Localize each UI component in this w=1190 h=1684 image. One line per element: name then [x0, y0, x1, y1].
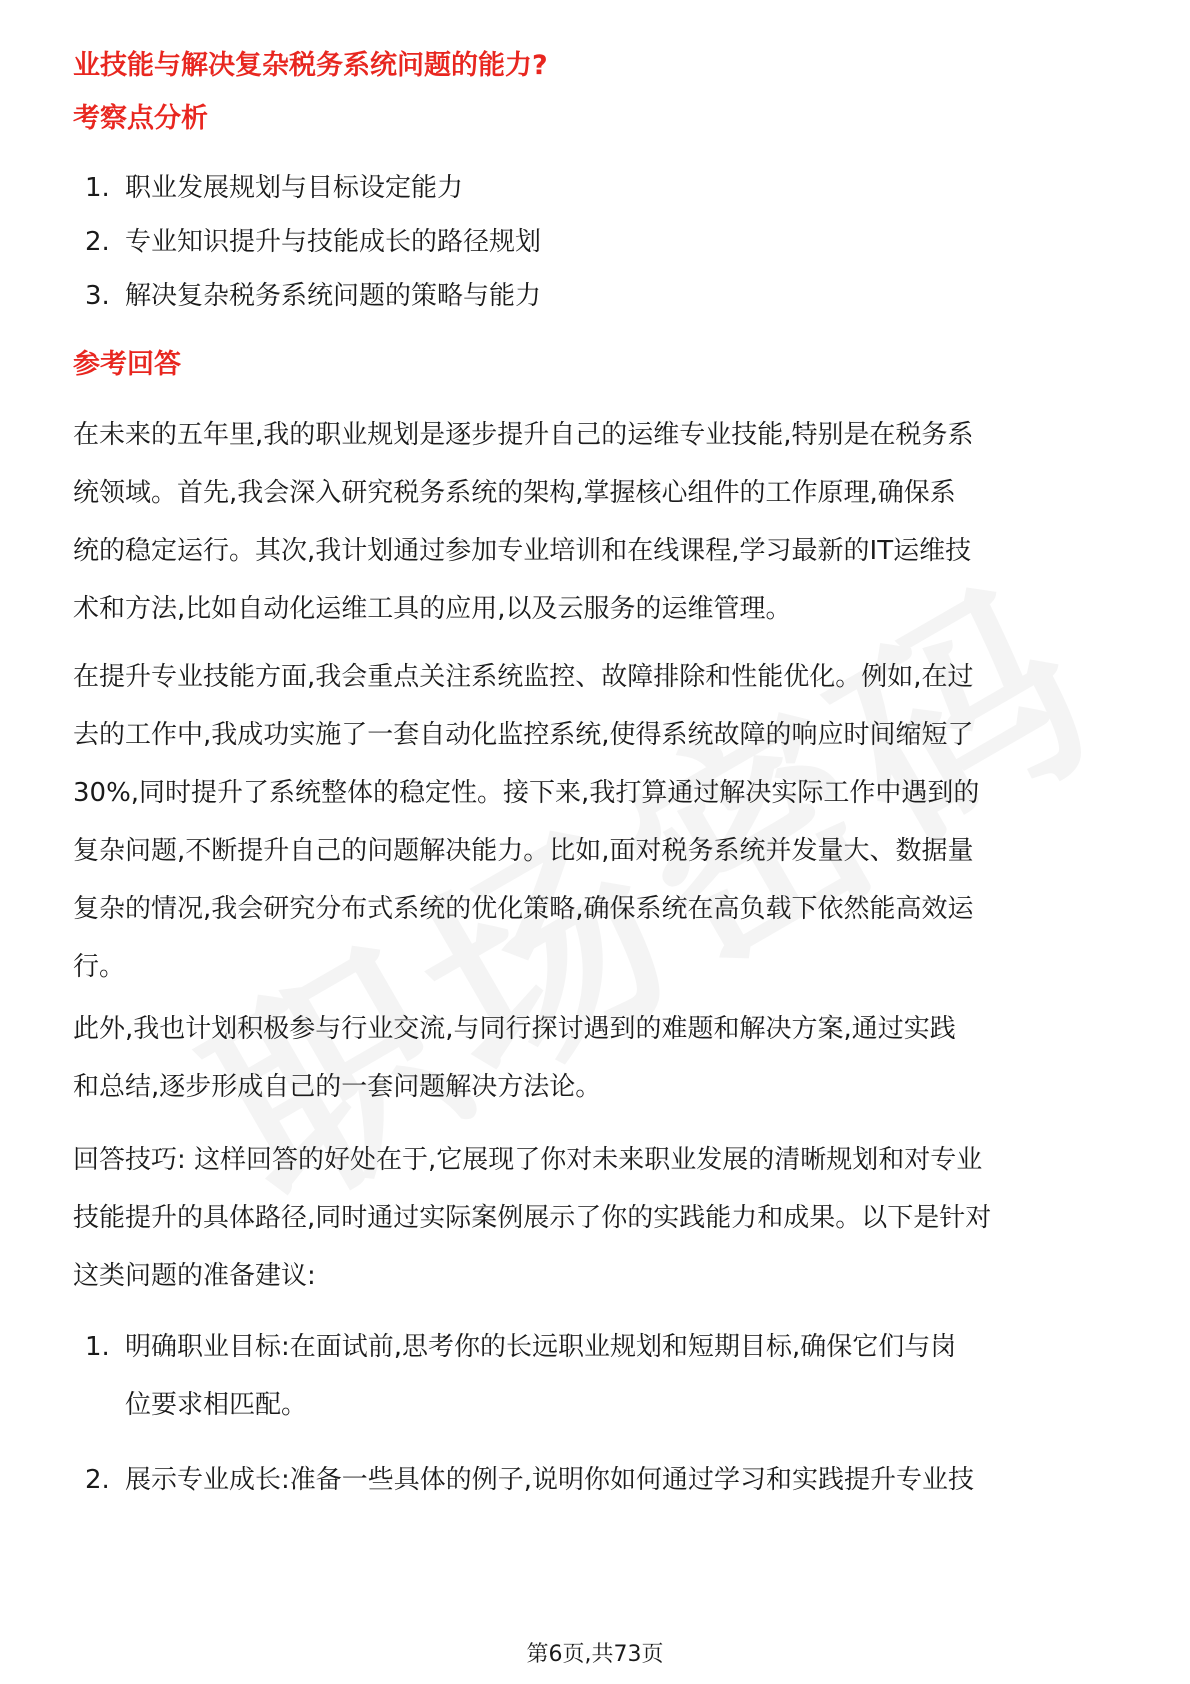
- list-number: 1.: [85, 1332, 110, 1362]
- tip-text: 明确职业目标:在面试前,思考你的长远职业规划和短期目标,确保它们与岗 位要求相匹配。: [125, 1332, 957, 1420]
- list-number: 1.: [85, 173, 110, 203]
- analysis-item: [85, 170, 463, 206]
- tip-item: [85, 1451, 1125, 1509]
- tip-item: [85, 1318, 1125, 1434]
- answer-paragraph: 在未来的五年里,我的职业规划是逐步提升自己的运维专业技能,特别是在税务系 统领域。首先,我会深入研究税务系统的架构,掌握核心组件的工作原理,确保系 统的稳定运行。其次,我计划通过参加专业培训和在线课程,学习最新的IT运维技 术和方法,比如自动化运维工具的应用,以及云服务的运维管理。: [73, 420, 974, 624]
- list-number: 2.: [85, 1465, 110, 1495]
- list-number: 3.: [85, 281, 110, 311]
- list-number: 2.: [85, 227, 110, 257]
- analysis-heading: 考察点分析: [73, 103, 208, 134]
- analysis-item: [85, 224, 541, 260]
- answer-paragraph: 此外,我也计划积极参与行业交流,与同行探讨遇到的难题和解决方案,通过实践 和总结,逐步形成自己的一套问题解决方法论。: [73, 1014, 956, 1102]
- list-text: 专业知识提升与技能成长的路径规划: [125, 227, 542, 257]
- answer-paragraph: 在提升专业技能方面,我会重点关注系统监控、故障排除和性能优化。例如,在过 去的工作中,我成功实施了一套自动化监控系统,使得系统故障的响应时间缩短了 30%,同时提升了系统整体的稳定性。接下来,我打算通过解决实际工作中遇到的 复杂问题,不断提升自己的问题解决能力。比如,面对税务系统并发量大、数据量 复杂的情况,我会研究分布式系统的优化策略,确保系统在高负载下依然能高效运 行。: [73, 662, 980, 982]
- answer-tips-intro: 回答技巧: 这样回答的好处在于,它展现了你对未来职业发展的清晰规划和对专业 技能提升的具体路径,同时通过实际案例展示了你的实践能力和成果。以下是针对 这类问题的准备建议:: [73, 1145, 992, 1291]
- page-footer: 第6页,共73页: [526, 1642, 664, 1667]
- question-heading: 业技能与解决复杂税务系统问题的能力?: [73, 50, 548, 81]
- list-text: 职业发展规划与目标设定能力: [125, 173, 464, 203]
- tip-text: 展示专业成长:准备一些具体的例子,说明你如何通过学习和实践提升专业技: [125, 1465, 975, 1495]
- list-text: 解决复杂税务系统问题的策略与能力: [125, 281, 542, 311]
- analysis-item: [85, 278, 541, 314]
- answer-heading: 参考回答: [73, 349, 181, 380]
